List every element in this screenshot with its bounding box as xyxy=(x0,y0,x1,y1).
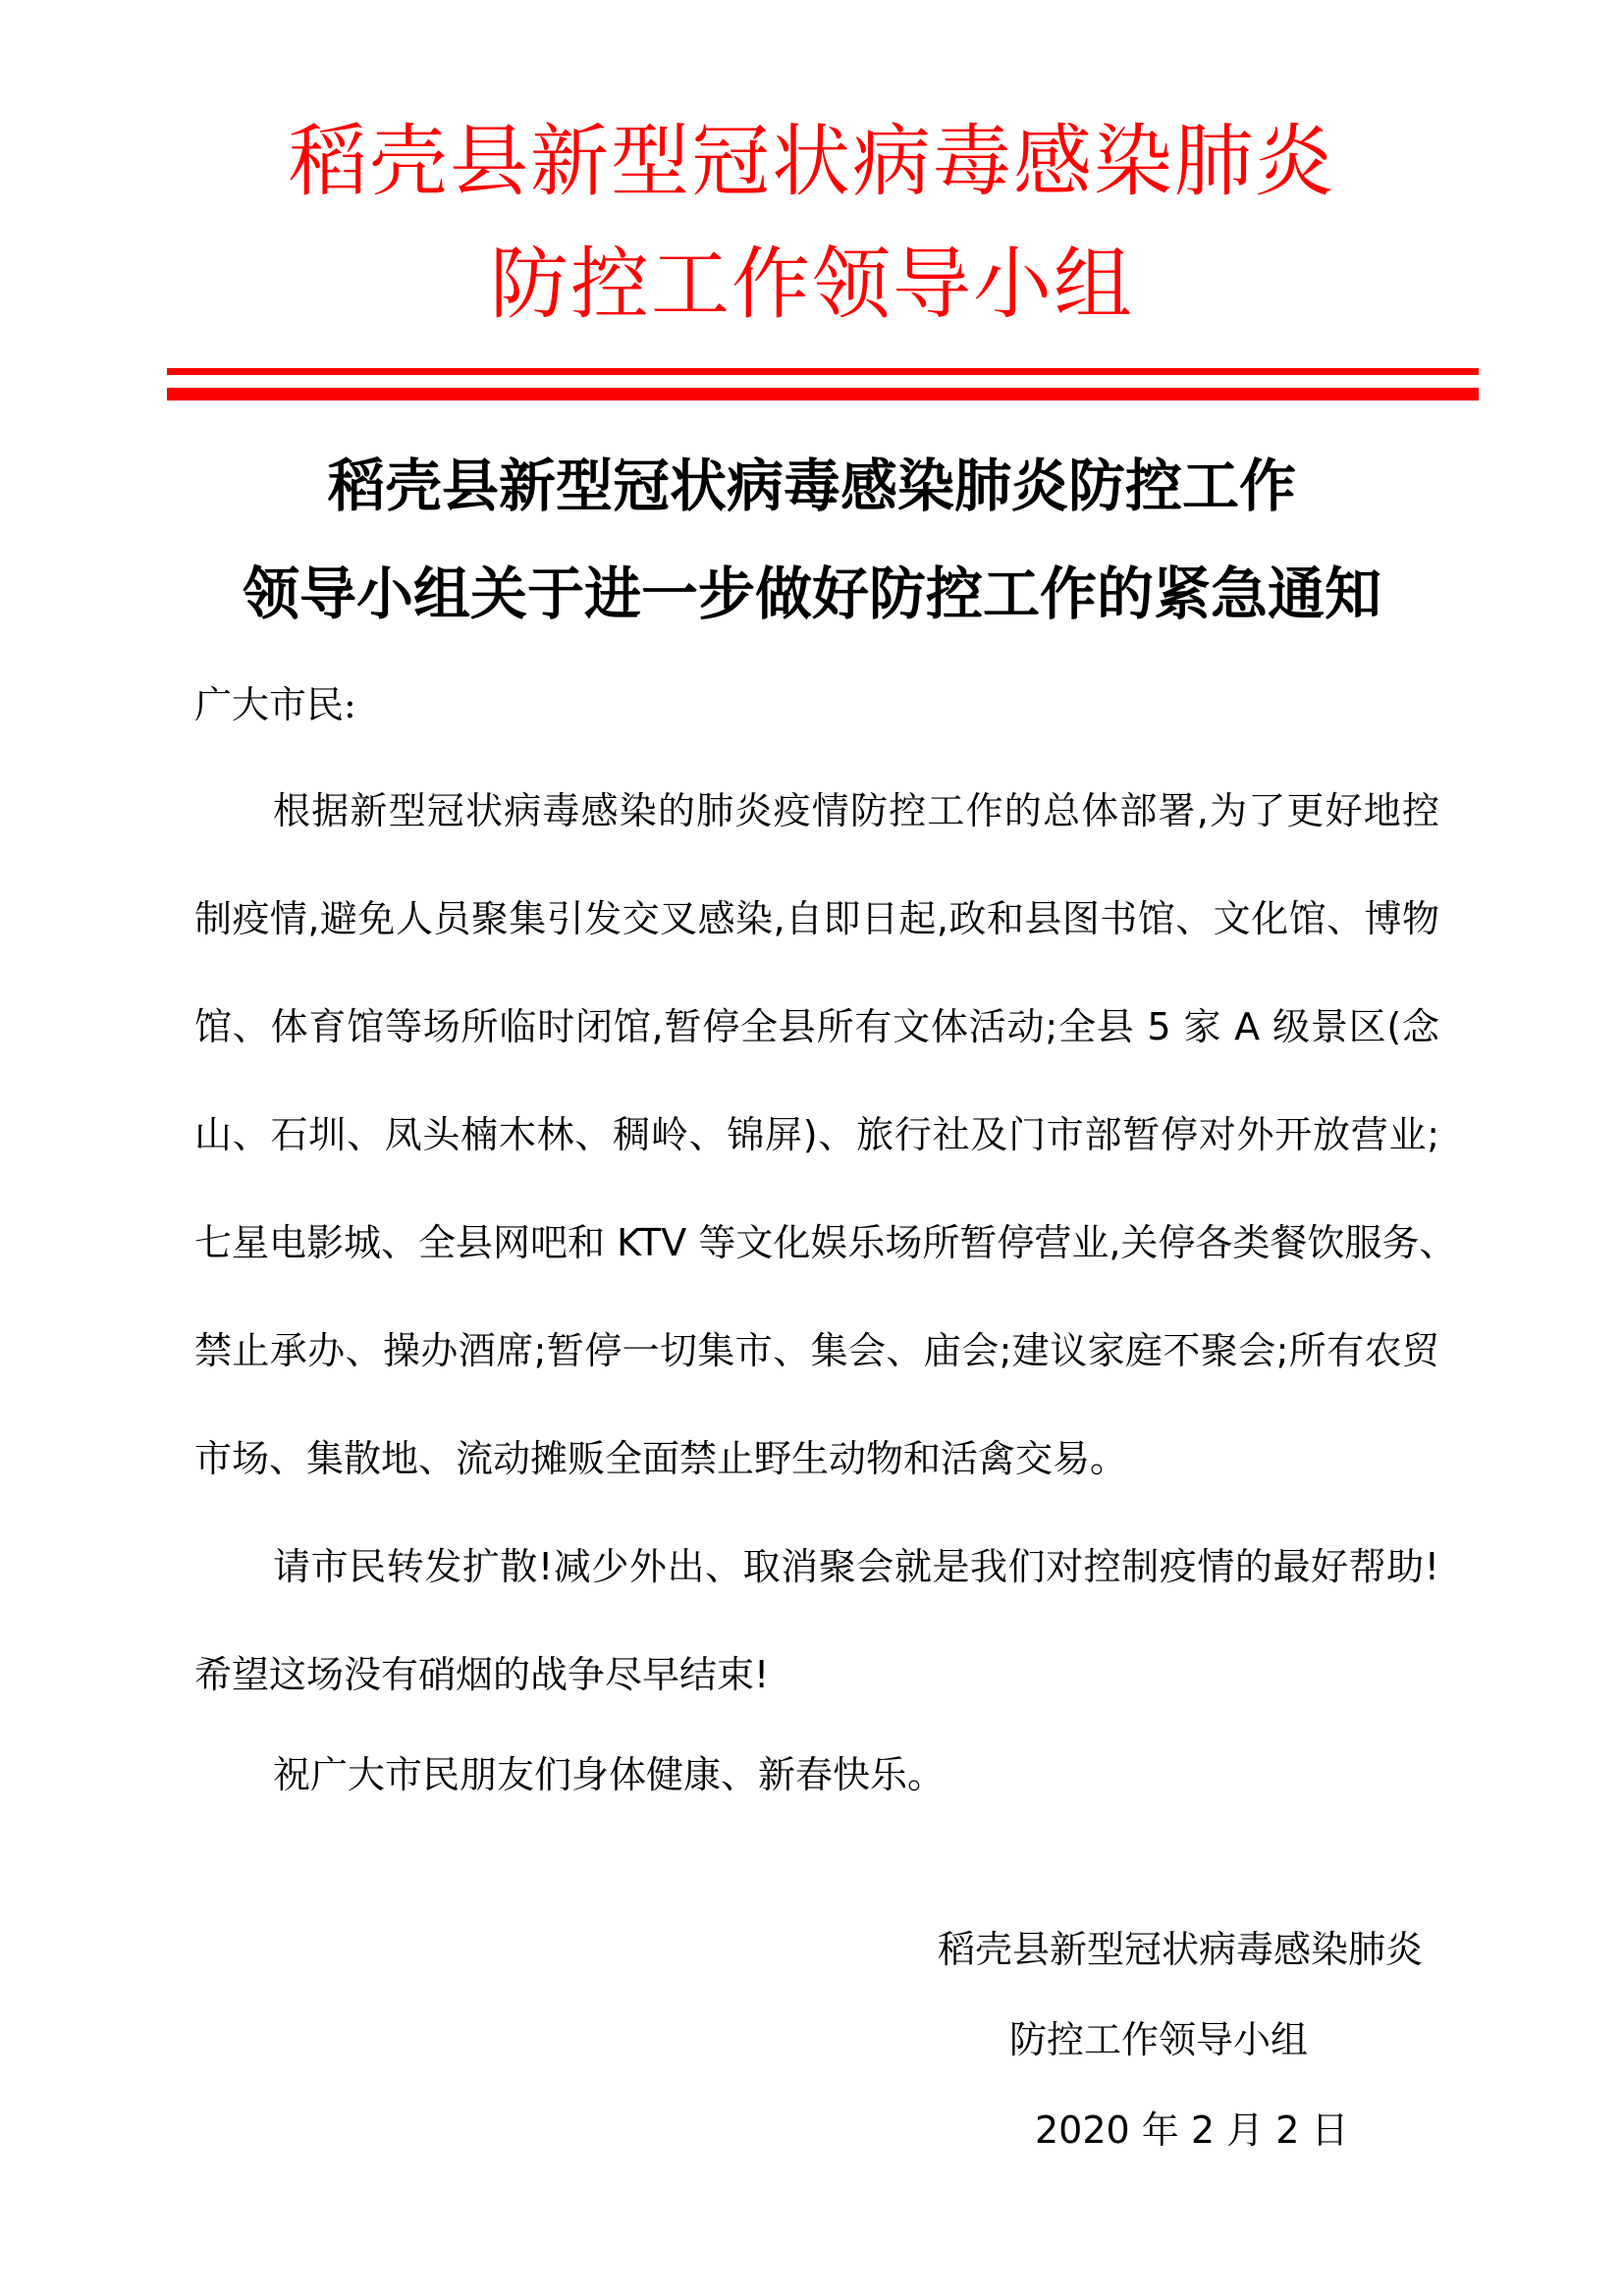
signature-org-line-1: 稻壳县新型冠状病毒感染肺炎 xyxy=(938,1928,1424,1971)
body-line: 市场、集散地、流动摊贩全面禁止野生动物和活禽交易。 xyxy=(194,1437,1128,1480)
body-line: 请市民转发扩散!减少外出、取消聚会就是我们对控制疫情的最好帮助! xyxy=(273,1545,1439,1588)
issuer-title-line-2: 防控工作领导小组 xyxy=(490,239,1134,330)
notice-title-line-1: 稻壳县新型冠状病毒感染肺炎防控工作 xyxy=(327,453,1296,519)
body-line: 希望这场没有硝烟的战争尽早结束! xyxy=(194,1653,770,1696)
red-divider-thin xyxy=(167,368,1479,375)
body-line: 七星电影城、全县网吧和 KTV 等文化娱乐场所暂停营业,关停各类餐饮服务、 xyxy=(194,1221,1457,1264)
body-line: 馆、体育馆等场所临时闭馆,暂停全县所有文体活动;全县 5 家 A 级景区(念 xyxy=(194,1005,1439,1048)
signature-date: 2020 年 2 月 2 日 xyxy=(1035,2109,1349,2152)
body-line: 山、石圳、凤头楠木林、稠岭、锦屏)、旅行社及门市部暂停对外开放营业; xyxy=(194,1113,1439,1156)
body-line: 制疫情,避免人员聚集引发交叉感染,自即日起,政和县图书馆、文化馆、博物 xyxy=(194,897,1439,940)
body-line: 祝广大市民朋友们身体健康、新春快乐。 xyxy=(273,1753,946,1796)
body-line: 禁止承办、操办酒席;暂停一切集市、集会、庙会;建议家庭不聚会;所有农贸 xyxy=(194,1329,1439,1372)
body-line: 根据新型冠状病毒感染的肺炎疫情防控工作的总体部署,为了更好地控 xyxy=(273,789,1439,832)
signature-org-line-2: 防控工作领导小组 xyxy=(1009,2018,1309,2061)
issuer-title-line-1: 稻壳县新型冠状病毒感染肺炎 xyxy=(289,116,1335,207)
red-divider-thick xyxy=(167,388,1479,400)
notice-title-line-2: 领导小组关于进一步做好防控工作的紧急通知 xyxy=(242,561,1381,627)
salutation: 广大市民: xyxy=(194,683,356,726)
